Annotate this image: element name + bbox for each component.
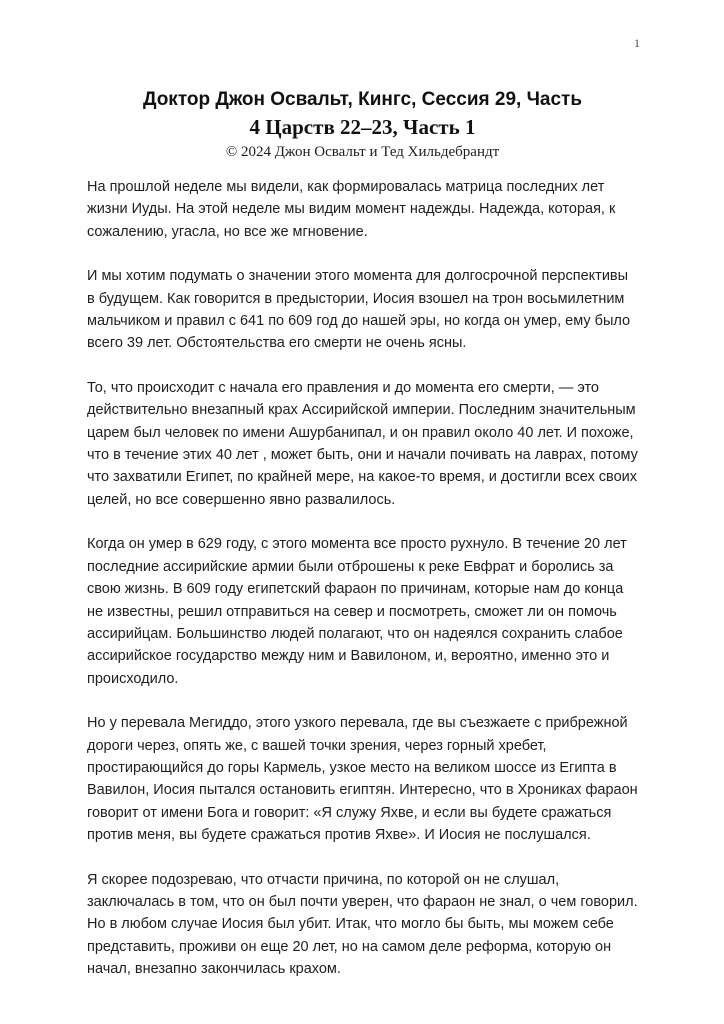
paragraph-4: Когда он умер в 629 году, с этого момента все просто рухнуло. В течение 20 лет последние ассирийские армии были отброшены к реке Евфрат и боролись за свою жизнь. В 609 году египетский фараон по причинам, которые нам до конца не известны, решил отправиться на север и посмотреть, сможет ли он помочь ассирийцам. Большинство людей полагают, что он надеялся сохранить слабое ассирийское государство между ним и Вавилоном, и, вероятно, именно это и происходило. (87, 536, 627, 687)
paragraph-2: И мы хотим подумать о значении этого момента для долгосрочной перспективы в будущем. Как говорится в предыстории, Иосия взошел на трон восьмилетним мальчиком и правил с 641 по 609 год до нашей эры, но когда он умер, ему было всего 39 лет. Обстоятельства его смерти не очень ясны. (87, 268, 631, 352)
page-number: 1 (634, 36, 640, 50)
page-content (87, 86, 638, 1003)
paragraph-3: То, что происходит с начала его правления и до момента его смерти, — это действительно внезапный крах Ассирийской империи. Последним значительным царем был человек по имени Ашурбанипал, и он правил около 40 лет. И похоже, что в течение этих 40 лет , может быть, они и начали почивать на лаврах, потому что захватили Египет, по крайней мере, на какое-то время, и достигли всех своих целей, но все совершенно явно развалилось. (87, 379, 638, 508)
copyright-line: © 2024 Джон Освальт и Тед Хильдебрандт (225, 144, 500, 160)
paragraph-5: Но у перевала Мегиддо, этого узкого перевала, где вы съезжаете с прибрежной дороги через, опять же, с вашей точки зрения, через горный хребет, простирающийся до горы Кармель, узкое место на великом шоссе из Египта в Вавилон, Иосия пытался остановить египтян. Интересно, что в Хрониках фараон говорит от имени Бога и говорит: «Я служу Яхве, и если вы будете сражаться против меня, вы будете сражаться против Яхве». И Иосия не послушался. (87, 715, 638, 844)
document-title-line-2: 4 Царств 22–23, Часть 1 (249, 115, 476, 139)
paragraph-1: На прошлой неделе мы видели, как формировалась матрица последних лет жизни Иуды. На этой неделе мы видим момент надежды. Надежда, которая, к сожалению, угасла, но все же мгновение. (87, 179, 616, 240)
document-title-line-1: Доктор Джон Освальт, Кингс, Сессия 29, Часть (142, 89, 583, 110)
document-body (87, 176, 638, 981)
paragraph-6: Я скорее подозреваю, что отчасти причина, по которой он не слушал, заключалась в том, что он был почти уверен, что фараон не знал, о чем говорил. Но в любом случае Иосия был убит. Итак, что могло бы быть, мы можем себе представить, проживи он еще 20 лет, но на самом деле реформа, которую он начал, внезапно закончилась крахом. (87, 871, 638, 978)
